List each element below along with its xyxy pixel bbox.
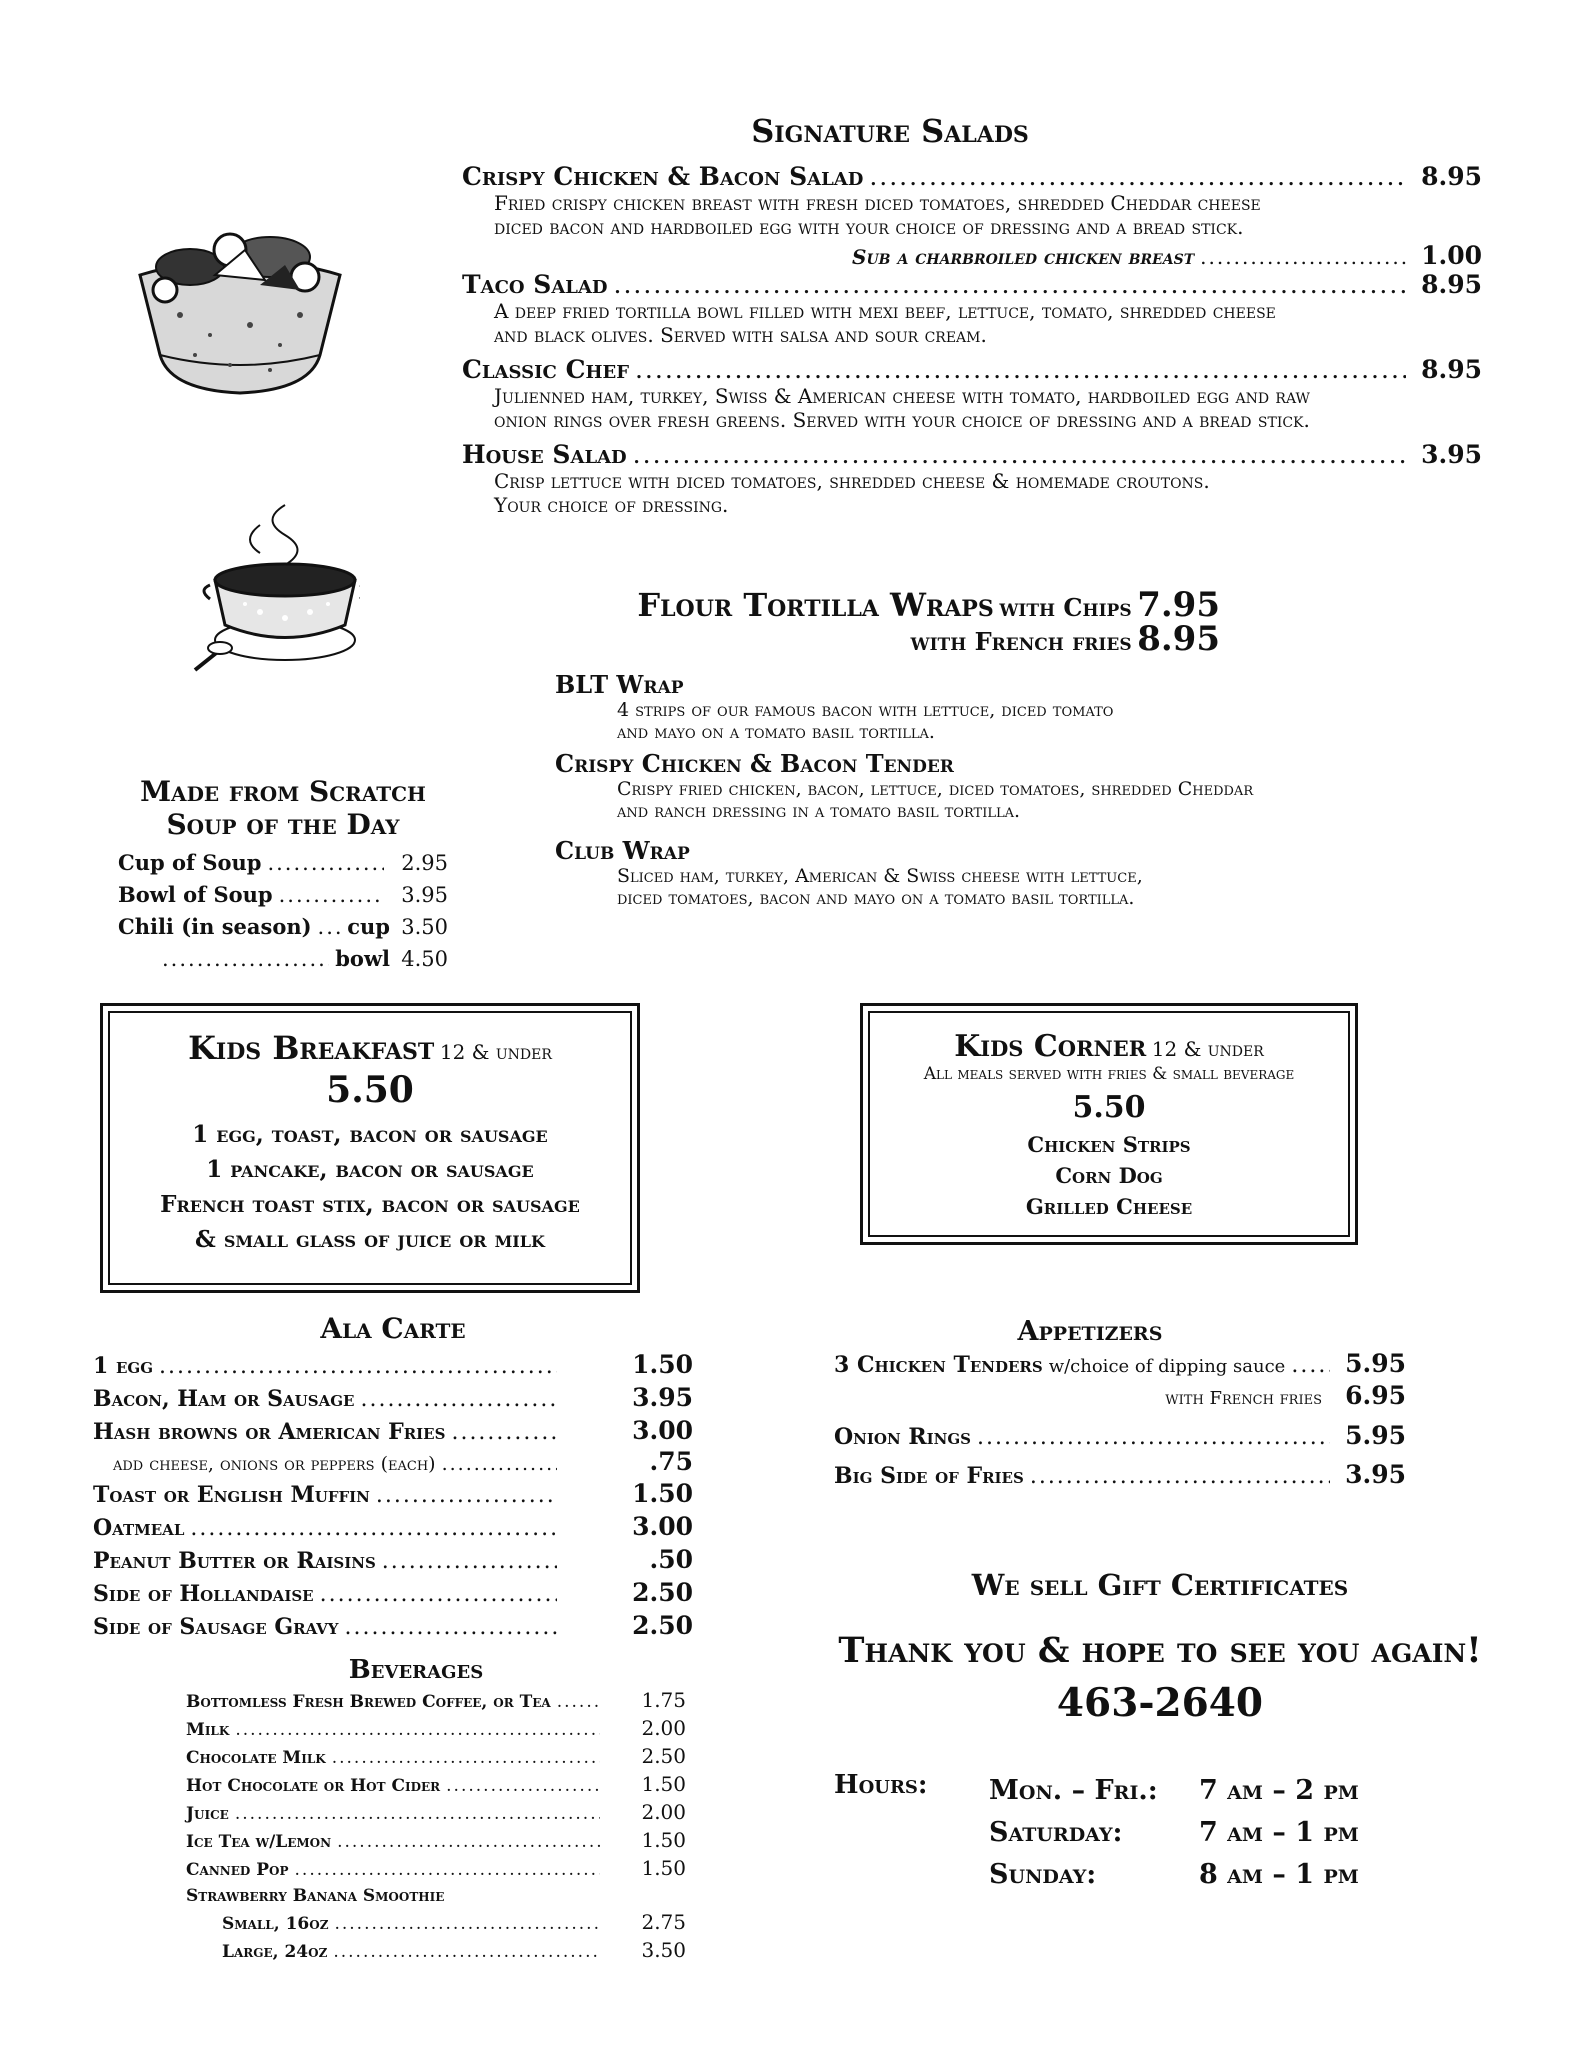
salad-item-desc: onion rings over fresh greens. Served with your choice of dressing and a bread stick. <box>494 408 1310 432</box>
leader-dots <box>614 270 1406 299</box>
leader-dots <box>279 880 384 911</box>
beverages-section <box>186 1655 686 1965</box>
kids-corner-title: Kids Corner <box>954 1029 1147 1064</box>
leader-dots <box>1291 1351 1330 1381</box>
salad-item-name: Classic Chef <box>462 355 629 384</box>
wrap-item-desc: and mayo on a tomato basil tortilla. <box>617 721 935 743</box>
appetizer-item-name: Big Side of Fries <box>834 1463 1024 1489</box>
hours-day: Saturday: <box>989 1817 1123 1848</box>
leader-dots <box>869 162 1406 191</box>
ala-carte-item-name: Peanut Butter or Raisins <box>93 1548 376 1574</box>
wrap-item-name: Club Wrap <box>555 836 690 865</box>
wraps-chips-label: with Chips <box>999 593 1132 622</box>
salad-item-price: 8.95 <box>1421 270 1482 299</box>
beverage-item-name: Canned Pop <box>186 1860 289 1880</box>
kids-corner-line: Chicken Strips <box>1027 1132 1191 1157</box>
leader-dots <box>977 1419 1330 1457</box>
kids-breakfast-title: Kids Breakfast <box>188 1029 435 1067</box>
appetizer-item-name: Onion Rings <box>834 1424 971 1450</box>
kids-breakfast-line: 1 pancake, bacon or sausage <box>206 1156 534 1183</box>
leader-dots <box>442 1451 557 1478</box>
leader-dots <box>159 1351 557 1382</box>
leader-dots <box>235 1717 600 1743</box>
salads-title: Signature Salads <box>751 112 1029 150</box>
leader-dots <box>633 440 1406 469</box>
leader-dots <box>332 1745 600 1771</box>
gift-certificates-text: We sell Gift Certificates <box>971 1568 1349 1602</box>
soup-title-line1: Made from Scratch <box>140 775 426 808</box>
soup-section <box>118 775 448 975</box>
beverage-item-price: 2.50 <box>641 1744 686 1768</box>
leader-dots <box>334 1911 600 1937</box>
leader-dots <box>320 1579 557 1610</box>
wraps-list <box>555 670 1355 909</box>
ala-carte-item-price: 3.00 <box>632 1512 693 1541</box>
soup-bowl-illustration <box>190 500 360 680</box>
wraps-fries-price: 8.95 <box>1137 619 1220 659</box>
leader-dots <box>345 1612 557 1643</box>
salad-item-desc: A deep fried tortilla bowl filled with mexi beef, lettuce, tomato, shredded cheese <box>494 299 1276 323</box>
appetizer-item-detail: w/choice of dipping sauce <box>1048 1356 1286 1377</box>
leader-dots <box>376 1480 557 1511</box>
ala-carte-item-name: Bacon, Ham or Sausage <box>93 1386 355 1412</box>
beverage-item-price: 2.00 <box>641 1800 686 1824</box>
leader-dots <box>451 1417 557 1448</box>
wraps-chips-price: 7.95 <box>1137 585 1220 625</box>
ala-carte-item-price: 3.95 <box>632 1383 693 1412</box>
ala-carte-item-name: Hash browns or American Fries <box>93 1419 446 1445</box>
soup-item-name: Chili (in season) <box>118 914 312 939</box>
soup-item-price: 4.50 <box>401 947 448 971</box>
salad-item-price: 8.95 <box>1421 162 1482 191</box>
salad-item <box>462 440 1482 517</box>
ala-carte-item-name: Side of Sausage Gravy <box>93 1614 339 1640</box>
salad-item <box>462 162 1482 239</box>
salad-item-price: 8.95 <box>1421 355 1482 384</box>
salad-item-name: House Salad <box>462 440 627 469</box>
leader-dots <box>190 1513 557 1544</box>
ala-carte-item-name: 1 egg <box>93 1353 154 1379</box>
ala-carte-item-name: Toast or English Muffin <box>93 1482 370 1508</box>
beverage-item-name: Ice Tea w/Lemon <box>186 1832 332 1852</box>
salad-item-desc: and black olives. Served with salsa and sour cream. <box>494 323 987 347</box>
soup-item-price: 3.50 <box>401 915 448 939</box>
kids-corner-line: Grilled Cheese <box>1025 1194 1193 1219</box>
ala-carte-item-name: Side of Hollandaise <box>93 1581 314 1607</box>
ala-carte-item-price: 3.00 <box>632 1416 693 1445</box>
hours-day: Sunday: <box>989 1859 1097 1890</box>
leader-dots <box>557 1689 600 1715</box>
ala-carte-item-price: 1.50 <box>632 1479 693 1508</box>
leader-dots <box>635 355 1406 384</box>
wrap-item-name: BLT Wrap <box>555 670 684 699</box>
wrap-item-desc: Crispy fried chicken, bacon, lettuce, diced tomatoes, shredded Cheddar <box>617 778 1254 800</box>
ala-carte-item-price: .75 <box>649 1447 693 1476</box>
salad-item-desc: Julienned ham, turkey, Swiss & American cheese with tomato, hardboiled egg and raw <box>494 384 1310 408</box>
leader-dots <box>1200 245 1406 269</box>
beverage-item-price: 3.50 <box>641 1938 686 1962</box>
ala-carte-section <box>93 1312 693 1643</box>
kids-corner-price: 5.50 <box>1072 1090 1146 1125</box>
beverage-item-name: Juice <box>186 1804 229 1824</box>
wrap-item-desc: diced tomatoes, bacon and mayo on a tomato basil tortilla. <box>617 887 1135 909</box>
hours-time: 7 am – 2 pm <box>1199 1775 1359 1806</box>
leader-dots <box>318 912 342 943</box>
beverage-item-price: 1.50 <box>641 1772 686 1796</box>
beverages-title: Beverages <box>348 1655 484 1685</box>
soup-item-size: cup <box>347 914 390 939</box>
salad-bowl-illustration <box>120 205 360 400</box>
soup-item-name: Cup of Soup <box>118 850 262 875</box>
leader-dots <box>295 1857 600 1883</box>
wrap-item-name: Crispy Chicken & Bacon Tender <box>555 749 954 778</box>
leader-dots <box>267 848 384 879</box>
appetizer-item-price: 5.95 <box>1345 1349 1406 1378</box>
salad-item <box>462 355 1482 432</box>
appetizer-item-price: 3.95 <box>1345 1460 1406 1489</box>
beverage-item-name: Bottomless Fresh Brewed Coffee, or Tea <box>186 1692 551 1712</box>
leader-dots <box>162 944 329 975</box>
wraps-fries-label: with French fries <box>910 627 1132 656</box>
hours-label: Hours: <box>834 1770 928 1800</box>
wrap-item <box>555 749 1355 822</box>
leader-dots <box>1030 1459 1330 1495</box>
beverage-smoothie-label: Strawberry Banana Smoothie <box>186 1886 445 1906</box>
kids-breakfast-line: French toast stix, bacon or sausage <box>160 1191 580 1218</box>
kids-breakfast-line: & small glass of juice or milk <box>195 1226 545 1253</box>
leader-dots <box>235 1801 600 1827</box>
soup-item-size: bowl <box>335 946 390 971</box>
beverage-item-price: 2.75 <box>641 1910 686 1934</box>
kids-breakfast-age: 12 & under <box>439 1040 552 1064</box>
salad-item-desc: diced bacon and hardboiled egg with your choice of dressing and a bread stick. <box>494 215 1244 239</box>
leader-dots <box>333 1939 600 1965</box>
salad-item <box>462 270 1482 347</box>
leader-dots <box>382 1546 557 1577</box>
salad-sub-price: 1.00 <box>1421 241 1482 270</box>
appetizer-item-price: 5.95 <box>1345 1421 1406 1450</box>
salad-item-name: Crispy Chicken & Bacon Salad <box>462 162 864 191</box>
ala-carte-item-price: .50 <box>649 1545 693 1574</box>
kids-breakfast-line: 1 egg, toast, bacon or sausage <box>192 1121 548 1148</box>
ala-carte-item-price: 2.50 <box>632 1611 693 1640</box>
soup-item-price: 3.95 <box>401 883 448 907</box>
salad-sub-label: Sub a charbroiled chicken breast <box>852 245 1195 269</box>
beverage-item-name: Small, 16oz <box>222 1914 329 1934</box>
appetizer-fries-label: with French fries <box>1165 1388 1322 1409</box>
kids-breakfast-box <box>100 1003 640 1293</box>
salad-item-price: 3.95 <box>1421 440 1482 469</box>
hours-time: 7 am – 1 pm <box>1199 1817 1359 1848</box>
beverage-item-name: Milk <box>186 1720 230 1740</box>
kids-corner-note: All meals served with fries & small beverage <box>923 1064 1295 1084</box>
salad-item-desc: Fried crispy chicken breast with fresh diced tomatoes, shredded Cheddar cheese <box>494 191 1261 215</box>
leader-dots <box>360 1384 557 1415</box>
soup-item-price: 2.95 <box>401 851 448 875</box>
hours-time: 8 am – 1 pm <box>1199 1859 1359 1890</box>
ala-carte-title: Ala Carte <box>320 1312 466 1345</box>
beverage-item-price: 1.50 <box>641 1828 686 1852</box>
wrap-item-desc: 4 strips of our famous bacon with lettuce, diced tomato <box>617 699 1114 721</box>
salads-list <box>462 162 1482 517</box>
appetizer-fries-price: 6.95 <box>1345 1381 1406 1410</box>
beverage-item-price: 1.75 <box>641 1688 686 1712</box>
beverage-item-name: Chocolate Milk <box>186 1748 326 1768</box>
wrap-item <box>555 836 1355 909</box>
beverage-item-name: Large, 24oz <box>222 1942 328 1962</box>
appetizer-item-name: 3 Chicken Tenders <box>834 1352 1043 1378</box>
ala-carte-item-name: Oatmeal <box>93 1515 185 1541</box>
salad-item-name: Taco Salad <box>462 270 608 299</box>
ala-carte-item-name: add cheese, onions or peppers (each) <box>113 1453 436 1475</box>
wraps-header <box>620 585 1220 659</box>
wrap-item-desc: and ranch dressing in a tomato basil tortilla. <box>617 800 1021 822</box>
beverage-item-price: 1.50 <box>641 1856 686 1880</box>
salad-sub-row <box>462 241 1482 270</box>
kids-breakfast-price: 5.50 <box>326 1069 414 1111</box>
kids-corner-box <box>860 1003 1358 1245</box>
salad-item-desc: Crisp lettuce with diced tomatoes, shredded cheese & homemade croutons. <box>494 469 1210 493</box>
wrap-item <box>555 670 1355 743</box>
ala-carte-item-price: 2.50 <box>632 1578 693 1607</box>
leader-dots <box>337 1829 600 1855</box>
beverage-item-price: 2.00 <box>641 1716 686 1740</box>
soup-title-line2: Soup of the Day <box>166 808 400 841</box>
ala-carte-item-price: 1.50 <box>632 1350 693 1379</box>
kids-corner-age: 12 & under <box>1151 1037 1264 1061</box>
appetizers-section <box>834 1316 1406 1495</box>
appetizers-title: Appetizers <box>1017 1316 1163 1347</box>
soup-item-name: Bowl of Soup <box>118 882 273 907</box>
wrap-item-desc: Sliced ham, turkey, American & Swiss cheese with lettuce, <box>617 865 1143 887</box>
kids-corner-line: Corn Dog <box>1055 1163 1163 1188</box>
thank-you-text: Thank you & hope to see you again! <box>838 1630 1482 1671</box>
wraps-title: Flour Tortilla Wraps <box>637 586 994 624</box>
phone-number: 463-2640 <box>1056 1680 1264 1726</box>
beverage-item-name: Hot Chocolate or Hot Cider <box>186 1776 441 1796</box>
leader-dots <box>446 1773 600 1799</box>
salad-item-desc: Your choice of dressing. <box>494 493 729 517</box>
hours-day: Mon. – Fri.: <box>989 1775 1158 1806</box>
